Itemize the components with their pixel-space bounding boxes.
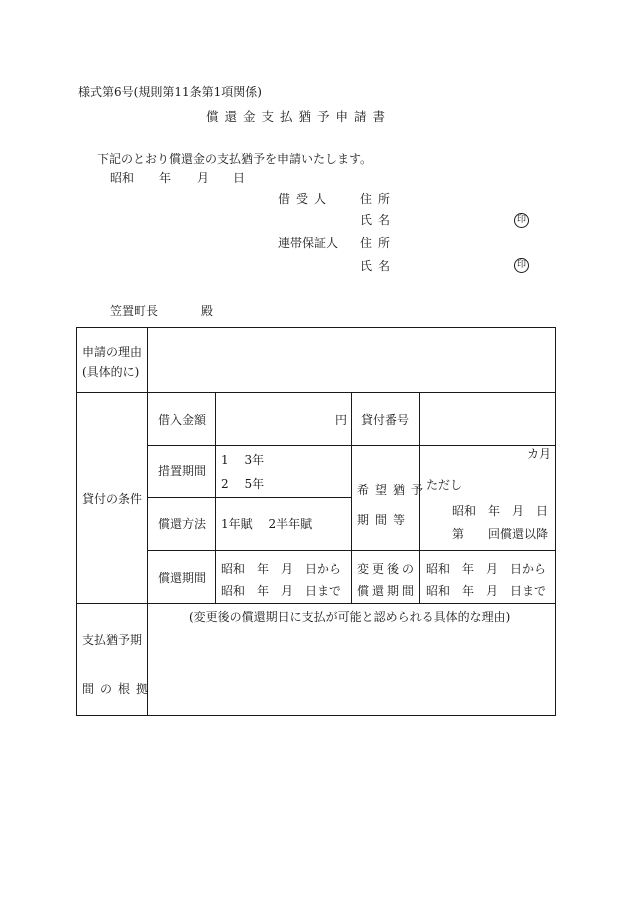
loan-number-label: 貸付番号 (361, 413, 410, 427)
intro-text: 下記のとおり償還金の支払猶予を申請いたします。 (97, 152, 373, 166)
deferment-period-label: 措置期間 (158, 464, 207, 478)
months-unit: カ月 (527, 447, 552, 461)
borrower-seal-icon: 印 (514, 213, 529, 228)
conditions-label: 貸付の条件 (82, 492, 143, 506)
repayment-period-to: 昭和 年 月 日まで (221, 584, 342, 598)
yen-unit: 円 (335, 413, 348, 427)
date-day: 日 (233, 171, 246, 185)
grounds-note: (変更後の償還期日に支払が可能と認められる具体的な理由) (189, 610, 511, 624)
grounds-label: 支払猶予期 (82, 633, 143, 647)
borrower-label: 借受人 (278, 192, 333, 206)
changed-period-label: 変更後の (357, 562, 418, 576)
date-month: 月 (197, 171, 210, 185)
date-era: 昭和 (110, 171, 135, 185)
desired-from-installment: 第 回償還以降 (452, 527, 549, 541)
desired-period-label: 希望猶予 (357, 483, 430, 497)
borrower-name-label: 氏名 (360, 213, 397, 227)
repayment-period-label: 償還期間 (158, 571, 207, 585)
repayment-period-from: 昭和 年 月 日から (221, 562, 342, 576)
guarantor-seal-icon: 印 (514, 258, 529, 273)
guarantor-label: 連帯保証人 (278, 236, 339, 250)
form-number: 様式第6号(規則第11条第1項関係) (78, 85, 262, 99)
document-title: 償還金支払猶予申請書 (206, 109, 392, 124)
addressee-honorific: 殿 (201, 304, 214, 318)
grounds-label-2: 間の根拠 (82, 682, 155, 696)
guarantor-address-label: 住所 (360, 236, 397, 250)
changed-period-label-2: 償還期間 (357, 584, 418, 598)
repayment-method-label: 償還方法 (158, 517, 207, 531)
desired-date: 昭和 年 月 日 (452, 504, 549, 518)
changed-period-to: 昭和 年 月 日まで (426, 584, 547, 598)
reason-label-detail: (具体的に) (82, 365, 140, 379)
deferment-option-2: 2 5年 (221, 477, 265, 491)
deferment-option-1: 1 3年 (221, 453, 265, 467)
proviso-text: ただし (426, 478, 463, 492)
repayment-method-value: 1年賦 2半年賦 (221, 517, 313, 531)
reason-label: 申請の理由 (82, 345, 143, 359)
desired-period-label-2: 期間等 (357, 513, 412, 527)
guarantor-name-label: 氏名 (360, 259, 397, 273)
changed-period-from: 昭和 年 月 日から (426, 562, 547, 576)
loan-amount-label: 借入金額 (158, 413, 207, 427)
addressee-name: 笠置町長 (110, 304, 159, 318)
borrower-address-label: 住所 (360, 192, 397, 206)
date-year: 年 (159, 171, 172, 185)
